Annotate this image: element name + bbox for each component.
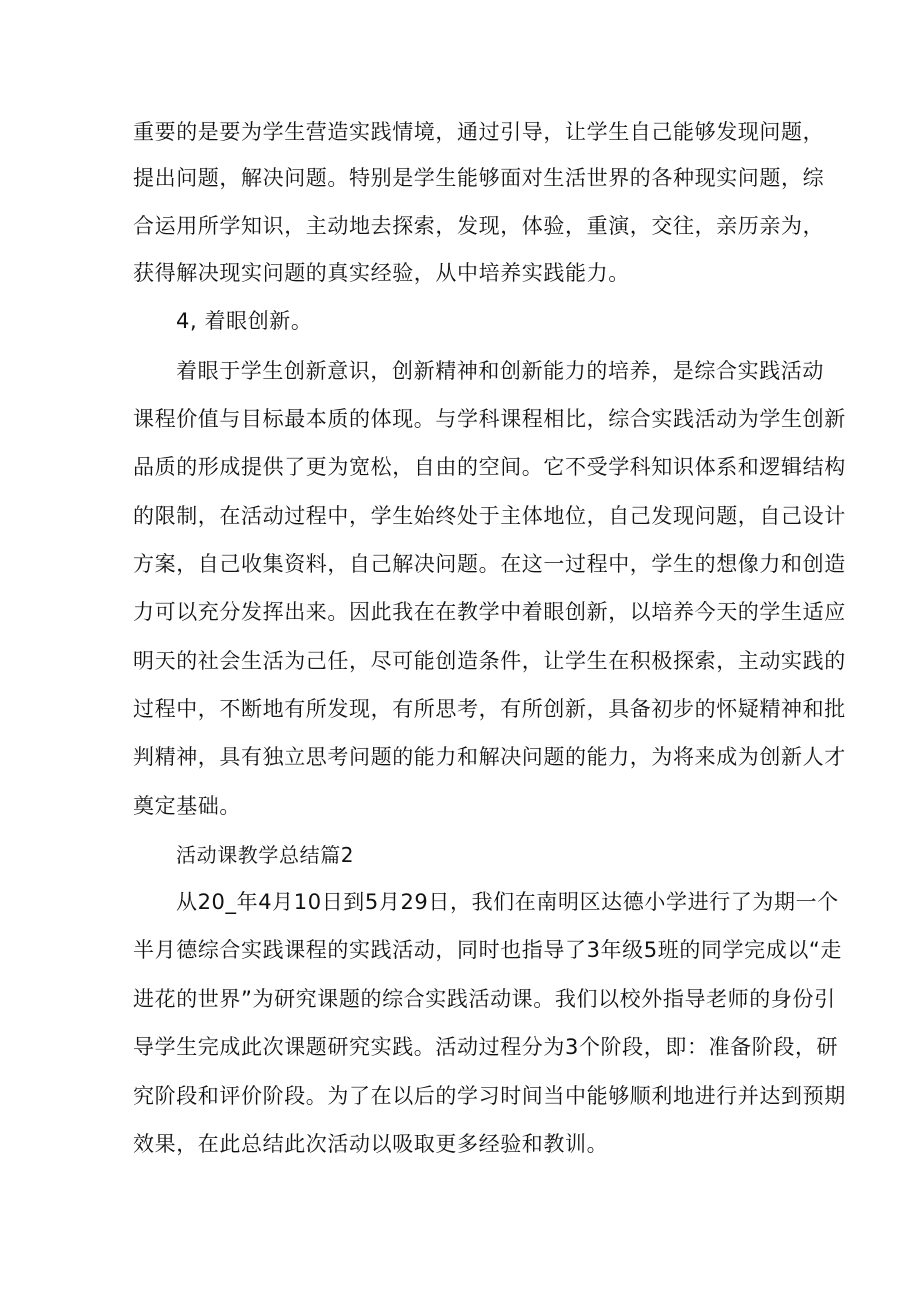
section-title: 活动课教学总结篇2 — [176, 843, 355, 867]
paragraph-line: 的限制，在活动过程中，学生始终处于主体地位，自己发现问题，自己设计 — [133, 504, 846, 528]
paragraph-line: 提出问题，解决问题。特别是学生能够面对生活世界的各种现实问题，综 — [133, 166, 825, 190]
paragraph-line: 重要的是要为学生营造实践情境，通过引导，让学生自己能够发现问题， — [133, 120, 825, 144]
paragraph-line: 效果，在此总结此次活动以吸取更多经验和教训。 — [133, 1132, 609, 1156]
paragraph-line: 着眼于学生创新意识，创新精神和创新能力的培养，是综合实践活动 — [176, 359, 824, 383]
paragraph-line: 课程价值与目标最本质的体现。与学科课程相比，综合实践活动为学生创新 — [133, 407, 846, 431]
paragraph-line: 过程中，不断地有所发现，有所思考，有所创新，具备初步的怀疑精神和批 — [133, 697, 846, 721]
paragraph-line: 奠定基础。 — [133, 794, 241, 818]
paragraph-line: 合运用所学知识，主动地去探索，发现，体验，重演，交往，亲历亲为， — [133, 214, 825, 238]
section-heading: 4, 着眼创新。 — [176, 309, 313, 333]
paragraph-line: 从20_年4月10日到5月29日，我们在南明区达德小学进行了为期一个 — [176, 890, 839, 914]
paragraph-line: 进花的世界”为研究课题的综合实践活动课。我们以校外指导老师的身份引 — [133, 987, 836, 1011]
paragraph-line: 力可以充分发挥出来。因此我在在教学中着眼创新，以培养今天的学生适应 — [133, 600, 846, 624]
paragraph-line: 明天的社会生活为己任，尽可能创造条件，让学生在积极探索，主动实践的 — [133, 649, 846, 673]
paragraph-line: 半月德综合实践课程的实践活动，同时也指导了3年级5班的同学完成以“走 — [133, 938, 842, 962]
paragraph-line: 获得解决现实问题的真实经验，从中培养实践能力。 — [133, 261, 630, 285]
paragraph-line: 判精神，具有独立思考问题的能力和解决问题的能力，为将来成为创新人才 — [133, 745, 846, 769]
paragraph-line: 究阶段和评价阶段。为了在以后的学习时间当中能够顺利地进行并达到预期 — [133, 1084, 846, 1108]
paragraph-line: 品质的形成提供了更为宽松，自由的空间。它不受学科知识体系和逻辑结构 — [133, 455, 846, 479]
paragraph-line: 方案，自己收集资料，自己解决问题。在这一过程中，学生的想像力和创造 — [133, 552, 846, 576]
paragraph-line: 导学生完成此次课题研究实践。活动过程分为3个阶段，即：准备阶段，研 — [133, 1035, 839, 1059]
